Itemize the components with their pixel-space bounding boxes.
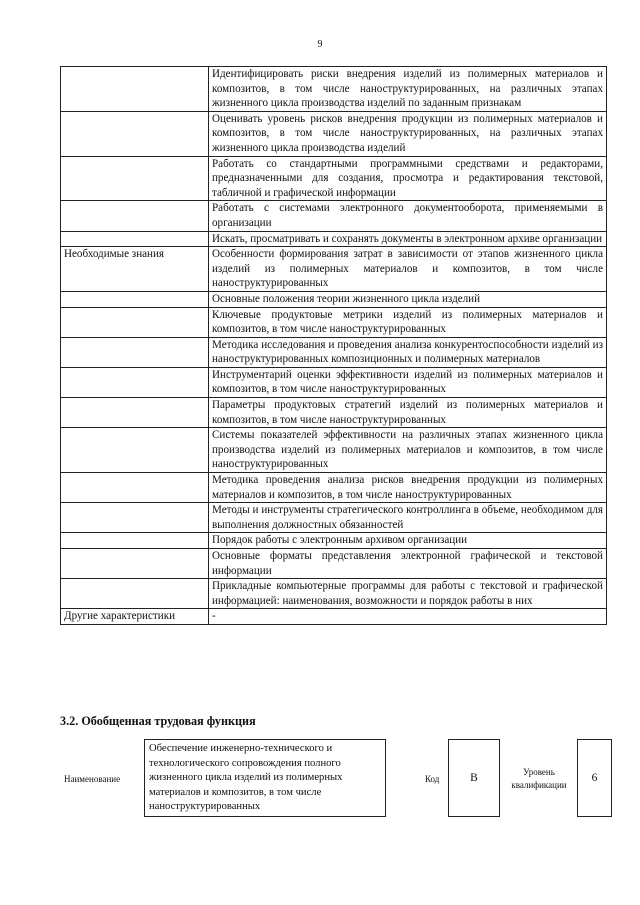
section-title: 3.2. Обобщенная трудовая функция xyxy=(60,714,256,728)
row-label xyxy=(61,473,209,503)
row-label xyxy=(61,549,209,579)
row-text: Инструментарий оценки эффективности изделий из полимерных материалов и композитов, в том числе наноструктурированных xyxy=(209,367,607,397)
row-label xyxy=(61,156,209,201)
competency-table xyxy=(60,66,607,625)
row-label xyxy=(61,337,209,367)
row-label xyxy=(61,398,209,428)
row-label: Необходимые знания xyxy=(61,247,209,292)
row-text: Системы показателей эффективности на различных этапах жизненного цикла производства изделий из полимерных материалов и композитов, в том числе наноструктурированных xyxy=(209,428,607,473)
table-row xyxy=(61,503,607,533)
row-label xyxy=(61,307,209,337)
table-row xyxy=(61,156,607,201)
level-label: Уровень квалификации xyxy=(511,767,567,790)
generalized-function-block xyxy=(64,739,612,821)
row-text: Работать с системами электронного документооборота, применяемыми в организации xyxy=(209,201,607,231)
row-text: Параметры продуктовых стратегий изделий из полимерных материалов и композитов, в том числе наноструктурированных xyxy=(209,398,607,428)
table-row xyxy=(61,337,607,367)
row-text: Оценивать уровень рисков внедрения продукции из полимерных материалов и композитов, в том числе наноструктурированных, на различных этапах жизненного цикла производства изделий xyxy=(209,111,607,156)
table-row xyxy=(61,533,607,549)
table-row xyxy=(61,579,607,609)
row-label xyxy=(61,503,209,533)
row-text: Методы и инструменты стратегического контроллинга в объеме, необходимом для выполнения должностных обязанностей xyxy=(209,503,607,533)
table-row xyxy=(61,247,607,292)
row-label xyxy=(61,428,209,473)
level-value: 6 xyxy=(577,739,612,817)
row-label xyxy=(61,579,209,609)
row-label xyxy=(61,231,209,247)
table-row xyxy=(61,231,607,247)
row-text: Прикладные компьютерные программы для работы с текстовой и графической информацией: наименования, возможности и порядок работы в них xyxy=(209,579,607,609)
row-text: - xyxy=(209,609,607,625)
table-row xyxy=(61,201,607,231)
table-row xyxy=(61,428,607,473)
row-text: Работать со стандартными программными средствами и редакторами, предназначенными для создания, просмотра и редактирования текстовой, табличной и графической информации xyxy=(209,156,607,201)
code-value: B xyxy=(448,739,500,817)
page-number: 9 xyxy=(317,39,323,50)
name-value: Обеспечение инженерно-технического и технологического сопровождения полного жизненного цикла изделий из полимерных материалов и композитов, в том числе наноструктурированных xyxy=(144,739,386,817)
table-row xyxy=(61,307,607,337)
row-text: Особенности формирования затрат в зависимости от этапов жизненного цикла изделий из полимерных материалов и композитов, в том числе наноструктурированных xyxy=(209,247,607,292)
row-label xyxy=(61,291,209,307)
row-label xyxy=(61,67,209,112)
row-label xyxy=(61,533,209,549)
row-text: Идентифицировать риски внедрения изделий из полимерных материалов и композитов, в том числе наноструктурированных, на различных этапах жизненного цикла производства изделий по заданным признакам xyxy=(209,67,607,112)
row-text: Порядок работы с электронным архивом организации xyxy=(209,533,607,549)
row-text: Основные положения теории жизненного цикла изделий xyxy=(209,291,607,307)
table-row xyxy=(61,67,607,112)
row-label xyxy=(61,201,209,231)
row-text: Методика проведения анализа рисков внедрения продукции из полимерных материалов и композитов, в том числе наноструктурированных xyxy=(209,473,607,503)
row-text: Ключевые продуктовые метрики изделий из полимерных материалов и композитов, в том числе наноструктурированных xyxy=(209,307,607,337)
row-label: Другие характеристики xyxy=(61,609,209,625)
row-label xyxy=(61,111,209,156)
table-row xyxy=(61,367,607,397)
row-text: Методика исследования и проведения анализа конкурентоспособности изделий из наноструктурированных композиционных и полимерных материалов xyxy=(209,337,607,367)
row-text: Основные форматы представления электронной графической и текстовой информации xyxy=(209,549,607,579)
row-text: Искать, просматривать и сохранять документы в электронном архиве организации xyxy=(209,231,607,247)
table-row xyxy=(61,473,607,503)
code-label: Код xyxy=(425,774,440,784)
name-label: Наименование xyxy=(64,774,121,784)
row-label xyxy=(61,367,209,397)
table-row xyxy=(61,398,607,428)
table-row xyxy=(61,291,607,307)
table-row xyxy=(61,549,607,579)
table-row xyxy=(61,111,607,156)
table-row xyxy=(61,609,607,625)
